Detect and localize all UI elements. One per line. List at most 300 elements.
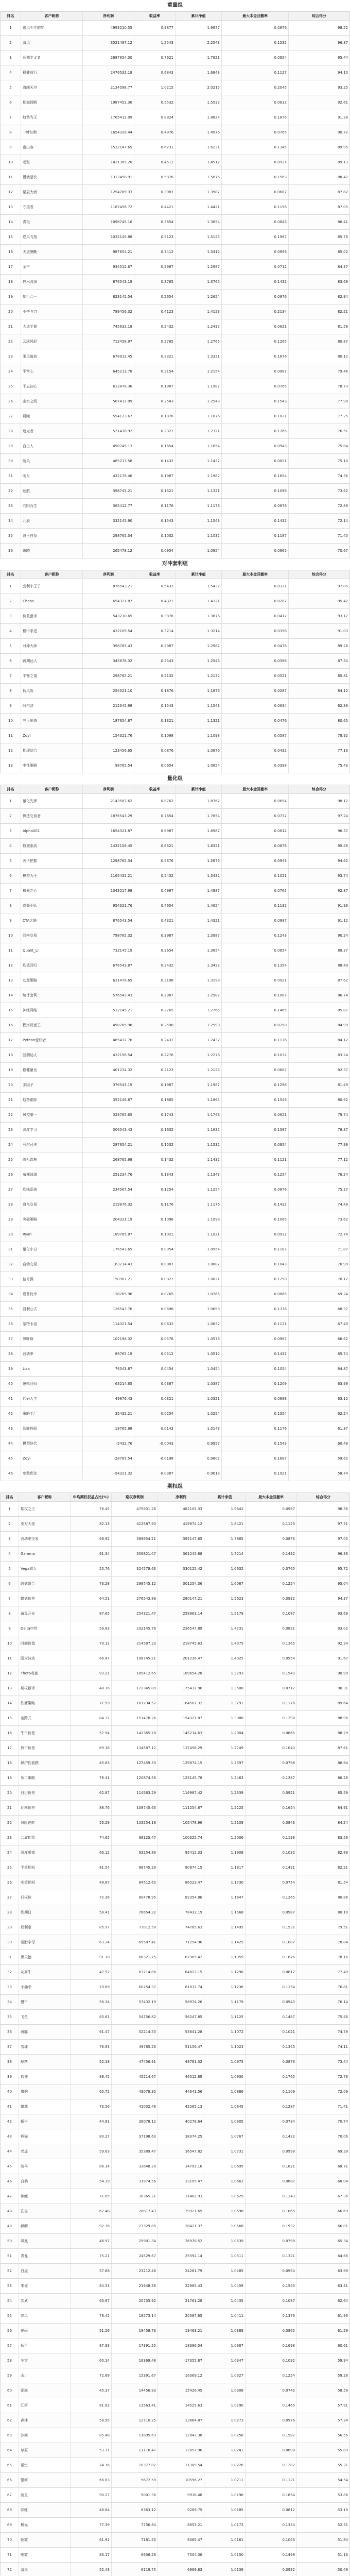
value-cell: 1.1021	[176, 1227, 222, 1242]
value-cell: 189654.28	[158, 1666, 204, 1681]
value-cell: 81.58	[337, 325, 348, 329]
value-cell: 1.0215	[134, 80, 176, 95]
value-cell: 1.3321	[176, 349, 222, 364]
column-header: 客户昵称	[21, 12, 83, 20]
rank-cell: 56	[1, 2324, 19, 2338]
value-cell: 63.99	[337, 1382, 348, 1386]
value-cell: 58.95	[71, 2413, 112, 2428]
value-cell: 75.43	[337, 764, 348, 768]
value-cell: 1421365.20	[83, 155, 134, 170]
nickname-cell: 自动交易	[21, 1257, 83, 1272]
value-cell: 41032.48	[112, 2099, 158, 2114]
value-cell: 85.87	[337, 1008, 348, 1012]
nickname-cell: 海龟交易	[21, 1197, 83, 1212]
value-cell: 0.0687	[222, 1063, 289, 1077]
column-header: 期权净利润	[112, 1493, 158, 1501]
nickname-cell: 飞鱼	[19, 2010, 71, 2024]
value-cell: 24529.67	[112, 2249, 158, 2263]
rank-cell: 61	[1, 2398, 19, 2413]
value-cell: 90.99	[337, 1671, 348, 1675]
value-cell: 1.1543	[176, 514, 222, 528]
table-row	[1, 499, 349, 514]
value-cell: 0.6231	[134, 140, 176, 155]
value-cell: 25901.34	[112, 2234, 158, 2248]
value-cell: 0.1876	[134, 409, 176, 423]
value-cell: 0.0634	[222, 699, 289, 713]
value-cell: 1.1321	[176, 714, 222, 728]
value-cell: 85.76	[337, 235, 348, 239]
value-cell: 30365.21	[112, 2189, 158, 2204]
value-cell: 645213.78	[83, 364, 134, 379]
value-cell: 92.61	[337, 100, 348, 105]
value-cell: 412587.90	[112, 1517, 158, 1531]
table-row	[1, 1517, 349, 1532]
table-row	[1, 1167, 349, 1182]
value-cell: 0.2543	[134, 394, 176, 409]
nickname-cell: 程序员老王	[21, 1018, 83, 1032]
value-cell: 129874.15	[158, 1756, 204, 1770]
value-cell: 1.5123	[176, 230, 222, 244]
nickname-cell: 慢牛	[19, 1995, 71, 2009]
value-cell: 59.63	[71, 2144, 112, 2159]
rank-cell: 17	[1, 1033, 21, 1047]
nickname-cell: 逆风飞翔	[21, 230, 83, 244]
nickname-cell: 动量策略	[21, 973, 83, 988]
table-row	[1, 2204, 349, 2219]
rank-cell: 33	[1, 1980, 19, 1994]
table-row	[1, 579, 349, 594]
value-cell: 71.87	[337, 1247, 348, 1251]
value-cell: 0.4976	[134, 125, 176, 140]
value-cell: 68.04	[337, 2179, 348, 2183]
value-cell: 276543.89	[112, 1591, 158, 1606]
value-cell: 987654.21	[83, 245, 134, 259]
value-cell: 0.4987	[134, 884, 176, 898]
value-cell: 1.0150	[204, 2548, 246, 2562]
value-cell: 64.66	[337, 2254, 348, 2258]
table-row	[1, 379, 349, 394]
value-cell: 0.0732	[222, 809, 289, 823]
table-row	[1, 2488, 349, 2503]
value-cell: 1.6632	[204, 1562, 246, 1576]
value-cell: 57.24	[337, 2418, 348, 2422]
rank-cell: 36	[1, 1317, 21, 1331]
value-cell: 0.2134	[222, 304, 289, 319]
rank-cell: 24	[1, 1138, 21, 1152]
column-header: 累计净值	[176, 785, 222, 793]
value-cell: 13664.87	[158, 2413, 204, 2428]
value-cell: 0.3876	[134, 609, 176, 623]
value-cell: 31482.93	[158, 2189, 204, 2204]
value-cell: 43078.35	[112, 2084, 158, 2099]
value-cell: 465213.58	[83, 454, 134, 468]
value-cell: 1.0576	[176, 1332, 222, 1346]
value-cell: 0.0798	[246, 2234, 297, 2248]
value-cell: 55.89	[337, 2448, 348, 2452]
rank-cell: 40	[1, 1377, 21, 1391]
value-cell: 0.5432	[134, 579, 176, 594]
value-cell: 81.49	[337, 1083, 348, 1087]
nickname-cell: 期权之王	[19, 1502, 71, 1516]
rank-cell: 69	[1, 2518, 19, 2532]
rank-cell: 31	[1, 1242, 21, 1257]
value-cell: 0.1021	[246, 2025, 297, 2039]
value-cell: 0.5123	[134, 230, 176, 244]
nickname-cell: Delta中性	[19, 1621, 71, 1636]
value-cell: 76.51	[337, 429, 348, 433]
value-cell: 1.0805	[204, 2114, 246, 2129]
nickname-cell: 随机森林	[21, 1153, 83, 1167]
table-row	[1, 2413, 349, 2428]
rank-cell: 48	[1, 2204, 19, 2218]
value-cell: 876543.19	[83, 275, 134, 289]
value-cell: 1.1876	[176, 684, 222, 698]
value-cell: 56247.85	[158, 2010, 204, 2024]
value-cell: 1.0185	[204, 2503, 246, 2517]
nickname-cell: 趋势跟踪	[21, 1093, 83, 1107]
rank-cell: 26	[1, 1167, 21, 1182]
value-cell: 0.2543	[134, 654, 176, 668]
value-cell: 0.0587	[222, 728, 289, 743]
table-row	[1, 1696, 349, 1711]
rank-cell: 7	[1, 884, 21, 898]
nickname-cell: 南山客	[21, 140, 83, 155]
table-row	[1, 1980, 349, 1995]
nickname-cell: 星空	[19, 2458, 71, 2472]
value-cell: 64823.15	[158, 1965, 204, 1979]
value-cell: 0.0865	[246, 1726, 297, 1740]
table-row	[1, 1377, 349, 1392]
value-cell: 0.1743	[134, 1108, 176, 1122]
value-cell: 84.24	[337, 1821, 348, 1825]
ranking-table	[0, 1493, 350, 2576]
value-cell: 85.97	[71, 1920, 112, 1935]
value-cell: 61.96	[337, 2314, 348, 2318]
value-cell: 1.2654	[176, 290, 222, 304]
value-cell: 1.1023	[204, 2040, 246, 2054]
rank-cell: 43	[1, 1421, 21, 1436]
value-cell: 1.0887	[176, 1257, 222, 1272]
nickname-cell: 比率价差	[19, 1801, 71, 1815]
value-cell: 1.1865	[176, 1093, 222, 1107]
nickname-cell: 熊市价差	[19, 1741, 71, 1755]
value-cell: 64.87	[337, 1367, 348, 1371]
value-cell: 80478.95	[112, 1890, 158, 1905]
value-cell: 69.39	[337, 2149, 348, 2154]
value-cell: 0.1765	[246, 2070, 297, 2084]
value-cell: 823145.54	[83, 290, 134, 304]
nickname-cell: 雄鹰	[19, 2099, 71, 2114]
value-cell: 0.1532	[246, 1920, 297, 1935]
value-cell: 0.1987	[222, 230, 289, 244]
nickname-cell: 星辰大海	[21, 185, 83, 199]
rank-cell: 3	[1, 824, 21, 838]
table-row	[1, 1920, 349, 1935]
nickname-cell: 云淡风轻	[21, 334, 83, 349]
value-cell: 83.69	[337, 280, 348, 284]
rank-cell: 15	[1, 1003, 21, 1018]
nickname-cell: 均值回归	[21, 958, 83, 973]
nickname-cell: 夏雨	[19, 2324, 71, 2338]
value-cell: 74.16	[71, 2458, 112, 2472]
value-cell: 0.1987	[134, 469, 176, 483]
value-cell: 376543.19	[83, 1078, 134, 1092]
nickname-cell: 追风少年的梦	[21, 21, 83, 35]
value-cell: 1.3876	[176, 609, 222, 623]
value-cell: 0.1121	[246, 2473, 297, 2487]
value-cell: 0.1354	[246, 2518, 297, 2532]
value-cell: 401234.32	[83, 1063, 134, 1077]
value-cell: 79.12	[71, 1636, 112, 1651]
value-cell: 0.0812	[246, 1965, 297, 1979]
value-cell: 1.7865	[204, 1532, 246, 1546]
table-row	[1, 1756, 349, 1771]
value-cell: 1.3291	[204, 1696, 246, 1710]
value-cell: 0.0843	[222, 215, 289, 229]
rank-cell: 43	[1, 2129, 19, 2144]
value-cell: 0.1354	[222, 1406, 289, 1421]
value-cell: 84.32	[71, 1711, 112, 1725]
column-header: 收益率	[134, 785, 176, 793]
value-cell: 88745.29	[112, 1860, 158, 1875]
nickname-cell: 小李飞刀	[21, 304, 83, 319]
value-cell: 0.1432	[222, 1347, 289, 1361]
value-cell: 1.1817	[204, 1860, 246, 1875]
table-row	[1, 110, 349, 125]
column-header: 最大本金回撤率	[222, 570, 289, 579]
nickname-cell: 稳中求进	[21, 624, 83, 638]
rank-cell: 34	[1, 514, 21, 528]
value-cell: 50.49	[337, 2568, 348, 2572]
value-cell: 65.72	[71, 2084, 112, 2099]
value-cell: 280147.21	[158, 1591, 204, 1606]
section-quant	[0, 773, 350, 1481]
value-cell: 1.2109	[204, 1816, 246, 1830]
value-cell: 71.40	[337, 534, 348, 538]
table-row	[1, 684, 349, 699]
nickname-cell: 春风	[19, 2309, 71, 2323]
value-cell: 0.0765	[246, 1562, 297, 1576]
value-cell: 0.1087	[246, 1935, 297, 1950]
rank-cell: 3	[1, 1532, 19, 1546]
table-row	[1, 1123, 349, 1138]
table-row	[1, 2010, 349, 2025]
nickname-cell: Vega猎人	[19, 1562, 71, 1576]
value-cell: 0.0412	[222, 609, 289, 623]
value-cell: 1.0954	[176, 544, 222, 558]
value-cell: 212345.98	[83, 699, 134, 713]
rank-cell: 41	[1, 1392, 21, 1406]
value-cell: 1.4512	[176, 155, 222, 170]
ranking-table	[0, 570, 350, 773]
value-cell: 1.5432	[176, 579, 222, 594]
value-cell: 0.0965	[222, 544, 289, 558]
value-cell: 1.0139	[204, 2563, 246, 2576]
value-cell: 53.19	[337, 2508, 348, 2512]
value-cell: 14525.63	[158, 2398, 204, 2413]
rank-cell: 62	[1, 2413, 19, 2428]
table-row	[1, 1532, 349, 1547]
column-header: 综合得分	[316, 1495, 330, 1499]
value-cell: 21761.28	[158, 2294, 204, 2308]
rank-cell: 22	[1, 1108, 21, 1122]
value-cell: 0.1176	[222, 1033, 289, 1047]
value-cell: 85.81	[337, 674, 348, 678]
value-cell: 0.0654	[134, 758, 176, 773]
rank-cell: 4	[1, 624, 21, 638]
rank-cell: 7	[1, 110, 21, 125]
value-cell: 8065.47	[158, 2533, 204, 2547]
value-cell: 0.0512	[134, 1347, 176, 1361]
value-cell: 67965.42	[158, 1950, 204, 1964]
value-cell: 56.56	[337, 2433, 348, 2437]
value-cell: 39078.12	[112, 2114, 158, 2129]
table-row	[1, 809, 349, 824]
nickname-cell: 灰犀牛	[19, 1965, 71, 1979]
table-row	[1, 125, 349, 140]
value-cell: 145214.63	[158, 1726, 204, 1740]
nickname-cell: 保护性看跌	[19, 1756, 71, 1770]
value-cell: 51.16	[337, 2553, 348, 2557]
value-cell: 53.29	[71, 1816, 112, 1830]
value-cell: 934512.67	[83, 260, 134, 274]
value-cell: 55.21	[337, 2463, 348, 2467]
value-cell: 0.2321	[134, 424, 176, 438]
section-title: 量化组	[167, 776, 183, 782]
rank-cell: 12	[1, 743, 21, 758]
value-cell: 72.69	[71, 2368, 112, 2383]
value-cell: 1.0173	[204, 2518, 246, 2532]
table-row	[1, 1287, 349, 1302]
value-cell: 798765.32	[83, 928, 134, 943]
nickname-cell: 信号源	[21, 1272, 83, 1286]
value-cell: 0.1254	[222, 1167, 289, 1182]
value-cell: 59.62	[337, 1456, 348, 1461]
value-cell: 0.1345	[246, 2040, 297, 2054]
table-row	[1, 2473, 349, 2488]
value-cell: 0.1543	[134, 514, 176, 528]
column-header: 净利润	[83, 570, 134, 579]
value-cell: 51.26	[71, 2324, 112, 2338]
nickname-cell: 参数优化	[21, 1466, 83, 1481]
nickname-cell: 对冲大师	[21, 639, 83, 653]
value-cell: 0.1298	[222, 1078, 289, 1092]
value-cell: 85.48	[71, 2428, 112, 2443]
value-cell: 432178.46	[83, 469, 134, 483]
value-cell: 87.62	[337, 978, 348, 982]
value-cell: 0.1298	[222, 1272, 289, 1286]
value-cell: 89.64	[337, 1701, 348, 1705]
value-cell: 1.0512	[176, 1347, 222, 1361]
value-cell: 1.3765	[176, 275, 222, 289]
rank-cell: 12	[1, 958, 21, 973]
nickname-cell: 白鹤	[19, 2174, 71, 2189]
value-cell: 78.41	[71, 1771, 112, 1785]
value-cell: 554123.67	[83, 409, 134, 423]
table-row	[1, 1845, 349, 1860]
value-cell: 77.18	[337, 749, 348, 753]
value-cell: 1.2154	[176, 364, 222, 379]
value-cell: 1043217.98	[83, 884, 134, 898]
value-cell: 172345.89	[112, 1681, 158, 1696]
nickname-cell: Zoyl	[21, 728, 83, 743]
value-cell: 70.89	[71, 1980, 112, 1994]
value-cell: 8363.12	[112, 2503, 158, 2517]
table-row	[1, 1227, 349, 1242]
value-cell: 93.25	[337, 86, 348, 90]
value-cell: 198745.21	[112, 1651, 158, 1666]
value-cell: 0.9802	[176, 1451, 222, 1466]
nickname-cell: 向阳而生	[21, 499, 83, 513]
value-cell: 0.0765	[222, 884, 289, 898]
rank-cell: 59	[1, 2368, 19, 2383]
value-cell: 68.37	[337, 1307, 348, 1311]
value-cell: 88.96	[337, 1716, 348, 1720]
value-cell: 2134598.77	[83, 80, 134, 95]
value-cell: 1.1432	[176, 454, 222, 468]
value-cell: 100325.74	[158, 1831, 204, 1845]
column-header: 最大本金回撤率	[222, 12, 289, 20]
value-cell: 71.41	[337, 2105, 348, 2109]
rank-cell: 17	[1, 1741, 19, 1755]
value-cell: 53641.28	[158, 2025, 204, 2039]
value-cell: 63214.65	[83, 1377, 134, 1391]
value-cell: 1.2904	[204, 1726, 246, 1740]
value-cell: 0.1265	[222, 334, 289, 349]
rank-cell: 3	[1, 609, 21, 623]
value-cell: 1.5876	[176, 170, 222, 184]
value-cell: 1.2543	[176, 654, 222, 668]
value-cell: 47456.91	[112, 2055, 158, 2069]
table-row	[1, 899, 349, 913]
value-cell: 0.1987	[134, 1078, 176, 1092]
value-cell: 0.0876	[222, 290, 289, 304]
table-row	[1, 394, 349, 409]
value-cell: 31974.56	[112, 2174, 158, 2189]
table-row	[1, 1078, 349, 1093]
value-cell: 48.76	[71, 1681, 112, 1696]
value-cell: 0.0943	[246, 1995, 297, 2009]
value-cell: 78.92	[337, 734, 348, 738]
value-cell: 89765.19	[83, 1347, 134, 1361]
value-cell: 77.25	[337, 414, 348, 418]
value-cell: 84.12	[337, 689, 348, 693]
nickname-cell: 风险逆转	[19, 1816, 71, 1830]
value-cell: 80.62	[337, 1098, 348, 1102]
nickname-cell: 青龙	[19, 2249, 71, 2263]
nickname-cell: 平常心	[21, 364, 83, 379]
table-row	[1, 1935, 349, 1950]
rank-cell: 23	[1, 349, 21, 364]
value-cell: 328765.65	[83, 1108, 134, 1122]
value-cell: 1.0241	[204, 2443, 246, 2458]
table-row	[1, 484, 349, 499]
column-header: 累计净值	[176, 12, 222, 20]
value-cell: 60.49	[337, 1442, 348, 1446]
value-cell: 25592.14	[158, 2249, 204, 2263]
value-cell: 49.87	[71, 1875, 112, 1890]
value-cell: 0.3654	[134, 943, 176, 958]
value-cell: 0.1421	[246, 1860, 297, 1875]
value-cell: 1.1987	[176, 469, 222, 483]
rank-cell: 23	[1, 1123, 21, 1137]
table-row	[1, 624, 349, 639]
value-cell: 0.1432	[222, 514, 289, 528]
rank-cell: 21	[1, 1093, 21, 1107]
table-row	[1, 2144, 349, 2159]
rank-cell: 18	[1, 1756, 19, 1770]
value-cell: 1.0695	[204, 2159, 246, 2174]
